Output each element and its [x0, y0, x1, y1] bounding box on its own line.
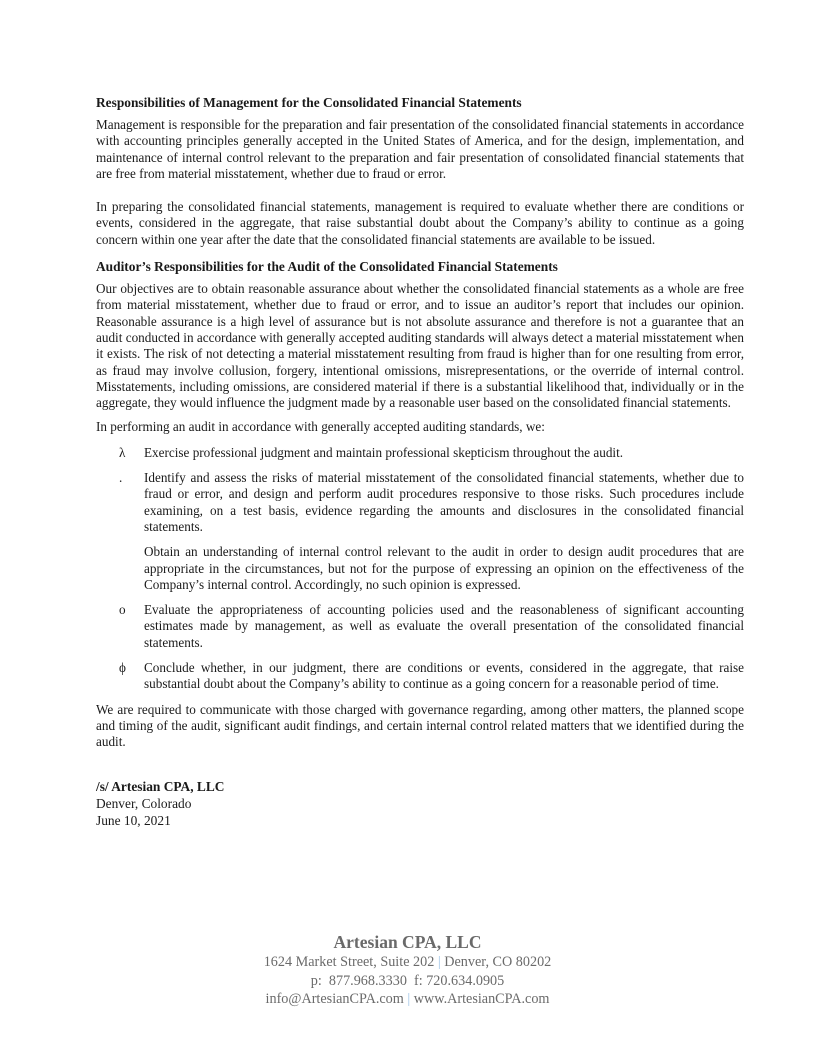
- footer-separator: |: [437, 954, 441, 970]
- signature-location: Denver, Colorado: [96, 795, 192, 811]
- bullet-circle-icon: o: [119, 602, 126, 618]
- list-item-text: Evaluate the appropriateness of accounting policies used and the reasonableness of significant accounting estimates made by management, as well as evaluate the overall presentation of the consolidated financial statements.: [144, 602, 744, 650]
- list-item-text: Identify and assess the risks of material misstatement of the consolidated financial statements, whether due to fraud or error, and design and perform audit procedures responsive to those risks. Such procedures include examining, on a test basis, evidence regarding the amounts and disclosures in the consolidated financial statements.: [144, 470, 744, 534]
- footer-address: [0, 953, 815, 972]
- report-page: [96, 94, 744, 829]
- audit-procedures-intro: In performing an audit in accordance with generally accepted auditing standards, we:: [96, 419, 545, 435]
- signature-block: [96, 778, 744, 829]
- letterhead-footer: [0, 931, 815, 1009]
- footer-website-link[interactable]: www.ArtesianCPA.com: [413, 991, 550, 1007]
- signature-date: June 10, 2021: [96, 812, 171, 828]
- bullet-blank-icon: [96, 544, 144, 593]
- audit-procedures-list: [96, 445, 744, 693]
- audit-objectives-paragraph: Our objectives are to obtain reasonable assurance about whether the consolidated financial statements as a whole are free from material misstatement, whether due to fraud or error, and to issue an auditor’s report that includes our opinion. Reasonable assurance is a high level of assurance but is not absolute assurance and therefore is not a guarantee that an audit conducted in accordance with generally accepted auditing standards will always detect a material misstatement when it exists. The risk of not detecting a material misstatement resulting from fraud is higher than for one resulting from error, as fraud may involve collusion, forgery, intentional omissions, misrepresentations, or the override of internal control. Misstatements, including omissions, are considered material if there is a substantial likelihood that, individually or in the aggregate, they would influence the judgment made by a reasonable user based on the consolidated financial statements.: [96, 281, 744, 411]
- list-item-text: Conclude whether, in our judgment, there are conditions or events, considered in the aggregate, that raise substantial doubt about the Company’s ability to continue as a going concern for a reasonable period of time.: [144, 660, 744, 692]
- bullet-lambda-icon: λ: [119, 444, 126, 460]
- management-responsibilities-heading: Responsibilities of Management for the Consolidated Financial Statements: [96, 95, 522, 110]
- list-item: [96, 470, 744, 535]
- governance-communication-paragraph: We are required to communicate with those charged with governance regarding, among other matters, the planned scope and timing of the audit, significant audit findings, and certain internal control related matters that we identified during the audit.: [96, 701, 744, 750]
- going-concern-paragraph: In preparing the consolidated financial statements, management is required to evaluate whether there are conditions or events, considered in the aggregate, that raise substantial doubt about the Company’s ability to continue as a going concern within one year after the date that the consolidated financial statements are available to be issued.: [96, 199, 744, 247]
- list-item: [96, 445, 744, 461]
- footer-phone-fax: p: 877.968.3330 f: 720.634.0905: [310, 972, 505, 989]
- footer-contact: [0, 990, 815, 1009]
- bullet-dot-icon: .: [119, 470, 123, 486]
- management-responsibility-paragraph: Management is responsible for the preparation and fair presentation of the consolidated financial statements in accordance with accounting principles generally accepted in the United States of America, and for the design, implementation, and maintenance of internal control relevant to the preparation and fair presentation of consolidated financial statements that are free from material misstatement, whether due to fraud or error.: [96, 117, 744, 181]
- list-item: [96, 660, 744, 693]
- footer-separator: |: [407, 991, 411, 1007]
- footer-street: 1624 Market Street, Suite 202: [263, 954, 435, 970]
- list-item: [96, 602, 744, 651]
- signature-name: /s/ Artesian CPA, LLC: [96, 778, 225, 794]
- list-item-text: Exercise professional judgment and maintain professional skepticism throughout the audit.: [144, 444, 624, 460]
- list-item: [96, 544, 744, 593]
- auditor-responsibilities-heading: Auditor’s Responsibilities for the Audit of the Consolidated Financial Statements: [96, 259, 558, 275]
- footer-email-link[interactable]: info@ArtesianCPA.com: [265, 991, 404, 1007]
- footer-firm-name: Artesian CPA, LLC: [333, 932, 482, 952]
- footer-city: Denver, CO 80202: [444, 954, 552, 970]
- bullet-phi-icon: ϕ: [119, 660, 126, 676]
- list-item-text: Obtain an understanding of internal control relevant to the audit in order to design audit procedures that are appropriate in the circumstances, but not for the purpose of expressing an opinion on the effectiveness of the Company’s internal control. Accordingly, no such opinion is expressed.: [144, 544, 744, 592]
